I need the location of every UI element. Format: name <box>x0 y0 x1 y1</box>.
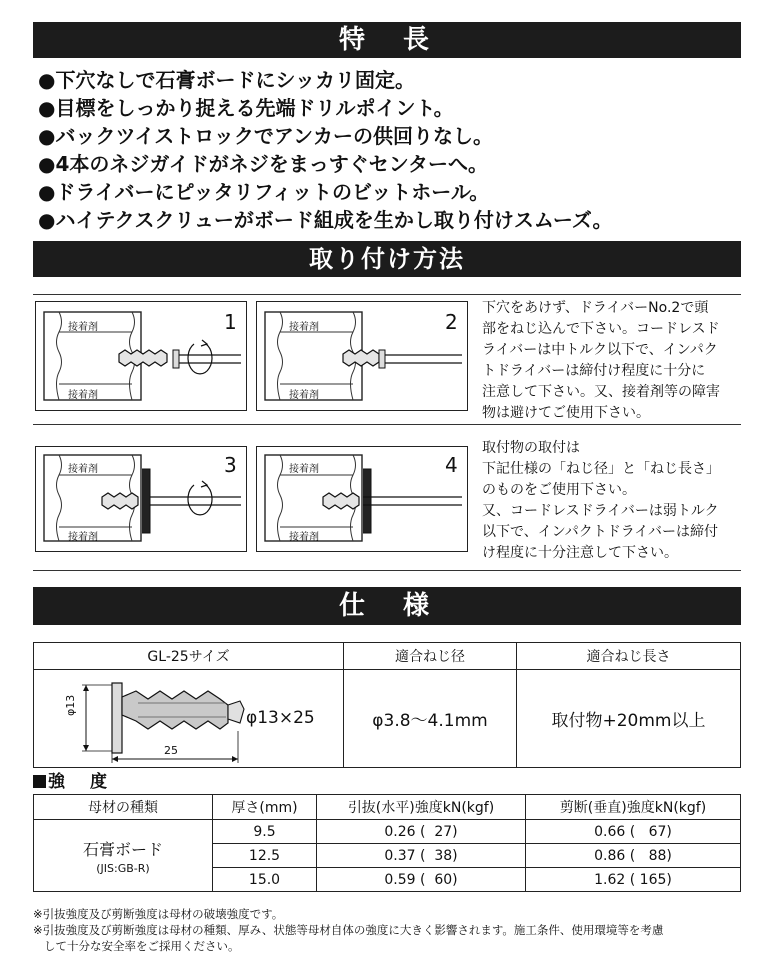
instruction-line: 又、コードレスドライバーは弱トルク <box>482 503 719 519</box>
instruction-line: 注意して下さい。又、接着剤等の障害 <box>482 384 720 400</box>
thickness-cell: 9.5 <box>213 820 317 844</box>
material-name: 石膏ボード <box>82 839 163 859</box>
pull-strength-cell: 0.37 ( 38) <box>317 844 526 868</box>
screw-length-cell: 取付物+20mm以上 <box>517 670 741 768</box>
screw-diameter-cell: φ3.8〜4.1mm <box>344 670 517 768</box>
shear-strength-cell: 1.62 ( 165) <box>526 868 741 892</box>
footnote: ※引抜強度及び剪断強度は母材の破壊強度です。 <box>33 907 284 921</box>
strength-header: 母材の種類 <box>34 795 213 820</box>
strength-header: 引抜(水平)強度kN(kgf) <box>317 795 526 820</box>
instruction-line: 取付物の取付は <box>482 440 580 456</box>
instruction-line: ライバーは中トルク以下で、インパク <box>482 342 718 358</box>
instruction-line: け程度に十分注意して下さい。 <box>482 545 678 561</box>
instruction-line: 部をねじ込んで下さい。コードレスド <box>482 321 720 337</box>
square-bullet-icon <box>33 775 46 788</box>
dimension-diameter: φ13 <box>64 694 77 716</box>
step-number: 2 <box>445 310 458 334</box>
step-panel-2 <box>256 301 468 411</box>
install-instructions-1 <box>482 298 742 424</box>
feature-item: ●下穴なしで石膏ボードにシッカリ固定。 <box>38 68 416 92</box>
feature-item: ●4本のネジガイドがネジをまっすぐセンターへ。 <box>38 152 488 176</box>
strength-header: 厚さ(mm) <box>213 795 317 820</box>
shear-strength-cell: 0.86 ( 88) <box>526 844 741 868</box>
instruction-line: トドライバーは締付け程度に十分に <box>482 363 706 379</box>
pull-strength-cell: 0.59 ( 60) <box>317 868 526 892</box>
feature-item: ●目標をしっかり捉える先端ドリルポイント。 <box>38 96 454 120</box>
footnote: ※引抜強度及び剪断強度は母材の種類、厚み、状態等母材自体の強度に大きく影響されます。施工条件、使用環境等を考慮 <box>33 923 664 937</box>
material-cell <box>34 820 213 892</box>
install-instructions-2 <box>482 438 742 564</box>
strength-header: 剪断(垂直)強度kN(kgf) <box>526 795 741 820</box>
glue-label: 接着剤 <box>289 390 319 401</box>
step-number: 1 <box>224 310 237 334</box>
step-panel-4 <box>256 446 468 552</box>
feature-item: ●ハイテクスクリューがボード組成を生かし取り付けスムーズ。 <box>38 208 613 232</box>
glue-label: 接着剤 <box>68 322 98 333</box>
step-panel-3 <box>35 446 247 552</box>
spec-header: 適合ねじ長さ <box>517 643 741 670</box>
instruction-line: 以下で、インパクトドライバーは締付 <box>482 524 719 540</box>
material-standard: (JIS:GB-R) <box>96 861 150 875</box>
dimension-length: 25 <box>164 744 178 757</box>
thickness-cell: 15.0 <box>213 868 317 892</box>
step-number: 4 <box>445 453 458 477</box>
strength-heading <box>33 767 111 792</box>
instruction-line: のものをご使用下さい。 <box>482 482 636 498</box>
glue-label: 接着剤 <box>289 322 319 333</box>
instruction-line: 下穴をあけず、ドライバーNo.2で頭 <box>482 300 709 316</box>
instruction-line: 下記仕様の「ねじ径」と「ねじ長さ」 <box>482 461 720 477</box>
footnote: して十分な安全率をご採用ください。 <box>44 939 240 953</box>
glue-label: 接着剤 <box>68 390 98 401</box>
strength-heading-text: 強 度 <box>48 772 111 792</box>
thickness-cell: 12.5 <box>213 844 317 868</box>
section-divider <box>33 570 741 571</box>
instruction-line: 物は避けてご使用下さい。 <box>482 405 650 421</box>
features-list <box>38 66 738 234</box>
glue-label: 接着剤 <box>68 464 98 475</box>
spec-header: 適合ねじ径 <box>344 643 517 670</box>
install-heading: 取り付け方法 <box>33 241 741 277</box>
feature-item: ●バックツイストロックでアンカーの供回りなし。 <box>38 124 494 148</box>
spec-table <box>33 642 741 768</box>
anchor-size: φ13×25 <box>246 708 315 728</box>
section-divider <box>33 294 741 295</box>
glue-label: 接着剤 <box>68 532 98 543</box>
step-number: 3 <box>224 453 237 477</box>
section-divider <box>33 424 741 425</box>
spec-size-cell <box>34 670 344 768</box>
features-heading: 特 長 <box>33 22 741 58</box>
shear-strength-cell: 0.66 ( 67) <box>526 820 741 844</box>
feature-item: ●ドライバーにピッタリフィットのビットホール。 <box>38 180 490 204</box>
spec-heading: 仕 様 <box>33 587 741 625</box>
glue-label: 接着剤 <box>289 532 319 543</box>
strength-table <box>33 794 741 892</box>
glue-label: 接着剤 <box>289 464 319 475</box>
spec-header: GL-25サイズ <box>34 643 344 670</box>
step-panel-1 <box>35 301 247 411</box>
pull-strength-cell: 0.26 ( 27) <box>317 820 526 844</box>
